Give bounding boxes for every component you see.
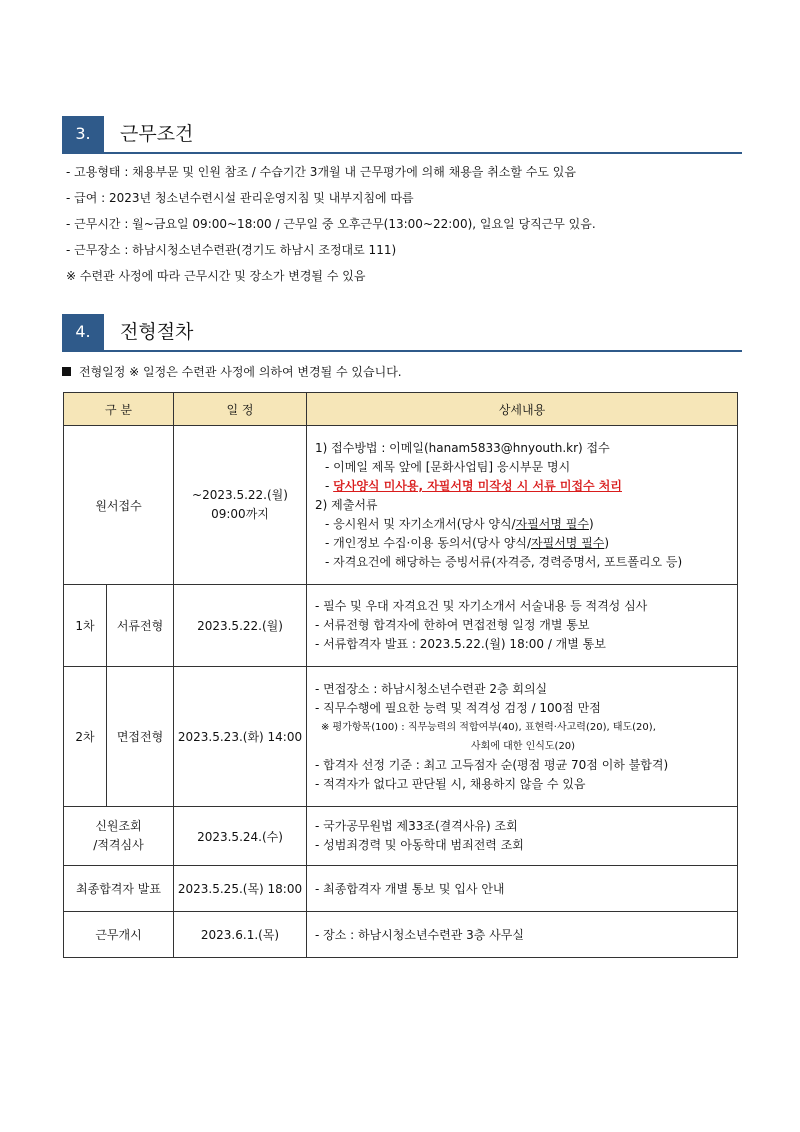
schedule-note-text: 전형일정 ※ 일정은 수련관 사정에 의하여 변경될 수 있습니다.: [79, 365, 402, 379]
table-header-row: [64, 393, 738, 426]
section-3-title: 근무조건: [120, 123, 194, 145]
table-row: [64, 912, 738, 958]
detail-line: - 필수 및 우대 자격요건 및 자기소개서 서술내용 등 적격성 심사: [315, 599, 648, 613]
detail-line: - 서류합격자 발표 : 2023.5.22.(월) 18:00 / 개별 통보: [315, 637, 606, 651]
detail-line: - 국가공무원법 제33조(결격사유) 조회: [315, 819, 518, 833]
details-cell: [307, 807, 738, 866]
section-3-number: 3.: [62, 116, 104, 152]
detail-line: - 적격자가 없다고 판단될 시, 채용하지 않을 수 있음: [315, 776, 586, 791]
category-line: /적격심사: [93, 838, 144, 852]
details-cell: [307, 667, 738, 807]
section-4-title: 전형절차: [120, 321, 194, 343]
list-item: - 근무시간 : 월~금요일 09:00~18:00 / 근무일 중 오후근무(13:00~22:00), 일요일 당직근무 있음.: [66, 217, 596, 231]
detail-line: [315, 515, 731, 534]
work-conditions-list: [66, 159, 596, 289]
detail-line: - 이메일 제목 앞에 [문화사업팀] 응시부문 명시: [325, 459, 571, 474]
text: - 응시원서 및 자기소개서(당사 양식/: [325, 516, 516, 531]
table-row: [64, 426, 738, 585]
date-cell: 2023.6.1.(목): [174, 912, 307, 958]
text: - 개인정보 수집·이용 동의서(당사 양식/: [325, 535, 532, 550]
section-4-number: 4.: [62, 314, 104, 350]
detail-line: - 자격요건에 해당하는 증빙서류(자격증, 경력증명서, 포트폴리오 등): [325, 554, 683, 569]
date-cell: 2023.5.23.(화) 14:00: [174, 667, 307, 807]
detail-line: - 서류전형 합격자에 한하여 면접전형 일정 개별 통보: [315, 618, 590, 632]
category-line: 신원조회: [95, 819, 142, 833]
table-row: [64, 585, 738, 667]
table-row: [64, 667, 738, 807]
underlined-text: 자필서명 필수: [531, 535, 605, 550]
text: ): [588, 516, 594, 531]
date-cell: 2023.5.25.(목) 18:00: [174, 866, 307, 912]
underlined-text: 자필서명 필수: [515, 516, 589, 531]
warning-text: 당사양식 미사용, 자필서명 미작성 시 서류 미접수 처리: [333, 478, 622, 493]
detail-line: - 합격자 선정 기준 : 최고 고득점자 순(평점 평균 70점 이하 불합격): [315, 757, 669, 772]
detail-note-line: 사회에 대한 인식도(20): [470, 740, 576, 752]
detail-note-line: ※ 평가항목(100) : 직무능력의 적합여부(40), 표현력·사고력(20), 태도(20),: [321, 721, 656, 733]
detail-line-warning: [315, 477, 731, 496]
details-cell: - 최종합격자 개별 통보 및 입사 안내: [307, 866, 738, 912]
header-details: 상세내용: [307, 393, 738, 426]
list-item: - 급여 : 2023년 청소년수련시설 관리운영지침 및 내부지침에 따름: [66, 191, 414, 205]
details-cell: [307, 585, 738, 667]
detail-line: - 면접장소 : 하남시청소년수련관 2층 회의실: [315, 681, 548, 696]
category-cell: 최종합격자 발표: [64, 866, 174, 912]
table-row: [64, 807, 738, 866]
category-cell: [64, 807, 174, 866]
section-3-header: [62, 116, 742, 154]
category-cell: 서류전형: [107, 585, 174, 667]
list-item: - 고용형태 : 채용부문 및 인원 참조 / 수습기간 3개월 내 근무평가에 의해 채용을 취소할 수도 있음: [66, 165, 576, 179]
selection-schedule-table: [63, 392, 738, 958]
detail-line: - 직무수행에 필요한 능력 및 적격성 검정 / 100점 만점: [315, 700, 601, 715]
stage-cell: 2차: [64, 667, 107, 807]
header-date: 일 정: [174, 393, 307, 426]
date-line: ~2023.5.22.(월): [192, 488, 288, 502]
date-cell: [174, 426, 307, 585]
square-bullet-icon: [62, 367, 71, 376]
category-cell: 면접전형: [107, 667, 174, 807]
dash: -: [325, 478, 334, 493]
detail-line: [315, 534, 731, 553]
details-cell: - 장소 : 하남시청소년수련관 3층 사무실: [307, 912, 738, 958]
text: ): [604, 535, 610, 550]
detail-line: 1) 접수방법 : 이메일(hanam5833@hnyouth.kr) 접수: [315, 440, 610, 455]
detail-line: - 성범죄경력 및 아동학대 범죄전력 조회: [315, 838, 524, 852]
header-category: 구 분: [64, 393, 174, 426]
section-4-header: [62, 314, 742, 352]
date-cell: 2023.5.24.(수): [174, 807, 307, 866]
list-item: - 근무장소 : 하남시청소년수련관(경기도 하남시 조정대로 111): [66, 243, 397, 257]
stage-cell: 1차: [64, 585, 107, 667]
details-cell: [307, 426, 738, 585]
schedule-note: [62, 362, 402, 382]
category-cell: 근무개시: [64, 912, 174, 958]
category-cell: 원서접수: [64, 426, 174, 585]
date-cell: 2023.5.22.(월): [174, 585, 307, 667]
list-item: ※ 수련관 사정에 따라 근무시간 및 장소가 변경될 수 있음: [66, 269, 366, 283]
detail-line: 2) 제출서류: [315, 497, 378, 512]
date-line: 09:00까지: [211, 507, 269, 521]
table-row: [64, 866, 738, 912]
